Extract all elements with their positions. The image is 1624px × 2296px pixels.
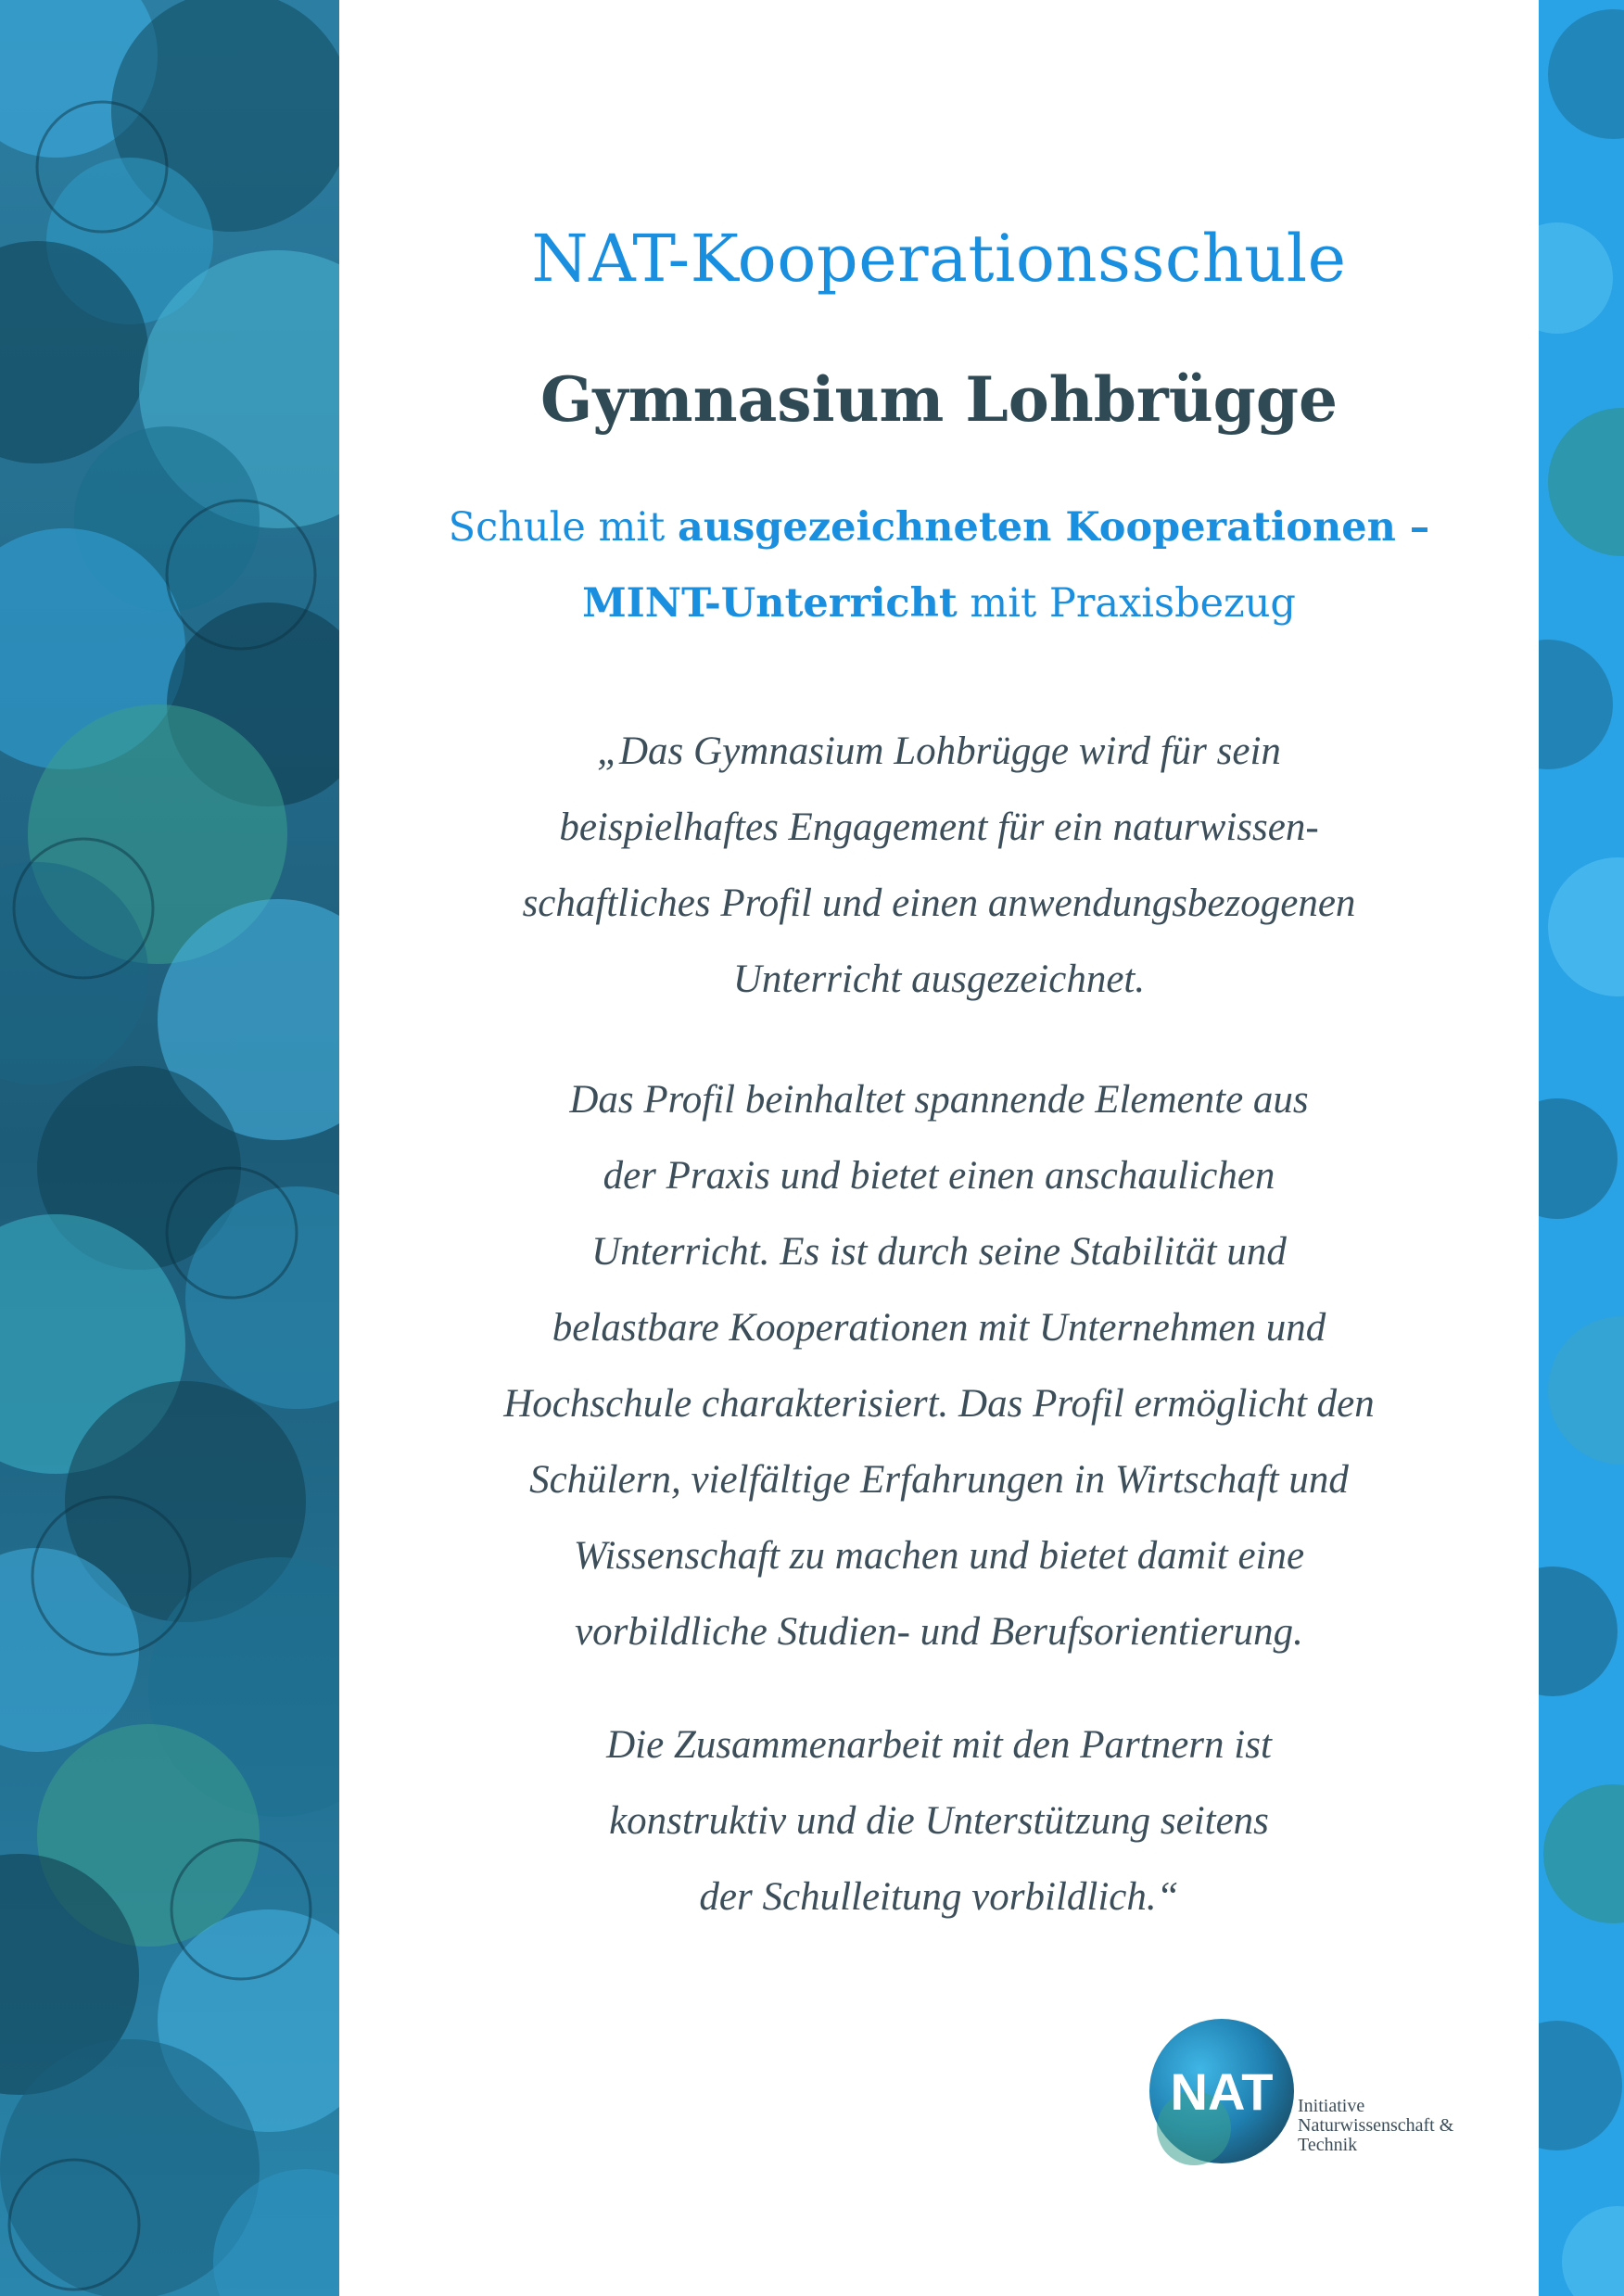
- quote-line: Die Zusammenarbeit mit den Partnern ist: [606, 1723, 1272, 1767]
- logo-caption-line: Technik: [1298, 2135, 1358, 2155]
- tagline-line-1: [339, 489, 1539, 565]
- quote-line: konstruktiv und die Unterstützung seitens: [609, 1799, 1269, 1843]
- bubble-pattern-right: [1539, 0, 1624, 2296]
- nat-logo-letters: NAT: [1170, 2062, 1274, 2121]
- certificate-panel: [339, 0, 1539, 2296]
- quote-line: Das Profil beinhaltet spannende Elemente aus: [569, 1078, 1309, 1122]
- tagline-highlight-1: ausgezeichneten Kooperationen –: [677, 504, 1430, 551]
- bubble-pattern-left: [0, 0, 339, 2296]
- quote-line: Unterricht ausgezeichnet.: [732, 958, 1146, 1001]
- quote-line: schaftliches Profil und einen anwendungsbezogenen: [522, 882, 1356, 925]
- nat-logo-caption: [1298, 2097, 1453, 2155]
- quote-paragraph-2: [339, 1062, 1539, 1670]
- quote-line: Wissenschaft zu machen und bietet damit eine: [573, 1534, 1305, 1578]
- nat-logo-mark: [1138, 2008, 1305, 2175]
- quote-line: Schülern, vielfältige Erfahrungen in Wirtschaft und: [529, 1458, 1349, 1502]
- quote-line: Unterricht. Es ist durch seine Stabilität und: [591, 1230, 1287, 1274]
- quote-paragraph-3: [339, 1707, 1539, 1935]
- page-title: NAT-Kooperationsschule: [531, 221, 1347, 297]
- quote-line: der Praxis und bietet einen anschaulichen: [603, 1154, 1275, 1198]
- quote-line: der Schulleitung vorbildlich.“: [699, 1875, 1179, 1919]
- logo-caption-line: Initiative: [1298, 2096, 1365, 2116]
- nat-logo: [1138, 2008, 1546, 2193]
- quote-line: Hochschule charakterisiert. Das Profil ermöglicht den: [503, 1382, 1375, 1426]
- quote-line: „Das Gymnasium Lohbrügge wird für sein: [597, 729, 1281, 773]
- award-tagline: [339, 489, 1539, 641]
- tagline-highlight-2: MINT-Unterricht: [582, 580, 958, 627]
- decorative-bubble-band-right: [1539, 0, 1624, 2296]
- tagline-line-2: [339, 565, 1539, 641]
- school-name: Gymnasium Lohbrügge: [540, 363, 1338, 436]
- quote-line: beispielhaftes Engagement für ein naturwissen-: [559, 806, 1319, 849]
- quote-line: belastbare Kooperationen mit Unternehmen und: [552, 1306, 1326, 1350]
- tagline-prefix: Schule mit: [448, 504, 678, 551]
- decorative-bubble-band-left: [0, 0, 339, 2296]
- quote-line: vorbildliche Studien- und Berufsorientierung.: [575, 1610, 1303, 1654]
- tagline-suffix: mit Praxisbezug: [957, 580, 1296, 627]
- logo-caption-line: Naturwissenschaft &: [1298, 2115, 1454, 2136]
- quote-paragraph-1: [339, 714, 1539, 1018]
